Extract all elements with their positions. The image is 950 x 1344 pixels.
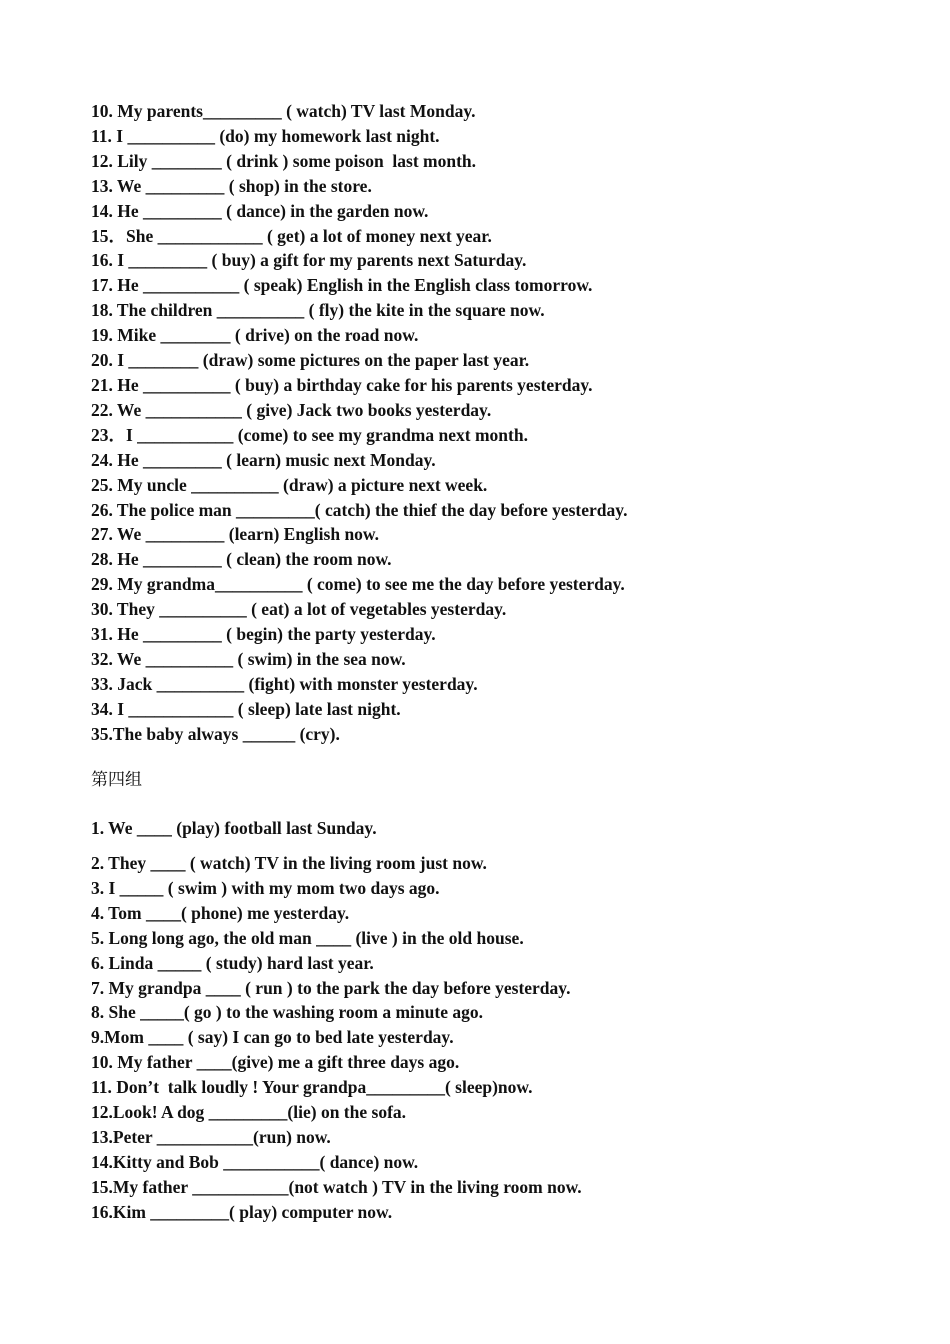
- exercise-item: 21. He __________ ( buy) a birthday cake for his parents yesterday.: [91, 374, 593, 395]
- exercise-item: 1. We ____ (play) football last Sunday.: [91, 818, 377, 838]
- exercise-item: 19. Mike ________ ( drive) on the road now.: [91, 325, 419, 346]
- exercise-item: 26. The police man _________( catch) the thief the day before yesterday.: [91, 499, 628, 520]
- exercise-item: 10. My parents_________ ( watch) TV last Monday.: [91, 101, 476, 121]
- exercise-item: 17. He ___________ ( speak) English in the English class tomorrow.: [91, 275, 593, 296]
- exercise-item: 29. My grandma__________ ( come) to see me the day before yesterday.: [91, 574, 625, 595]
- exercise-item: 14.Kitty and Bob ___________( dance) now.: [91, 1151, 419, 1172]
- exercise-item: 4. Tom ____( phone) me yesterday.: [91, 902, 350, 923]
- exercise-item: 33. Jack __________ (fight) with monster yesterday.: [91, 673, 478, 694]
- exercise-item: 10. My father ____(give) me a gift three days ago.: [91, 1052, 460, 1073]
- exercise-item: 35.The baby always ______ (cry).: [91, 723, 340, 744]
- exercise-item: 2. They ____ ( watch) TV in the living room just now.: [91, 853, 487, 873]
- exercise-item: 5. Long long ago, the old man ____ (live ) in the old house.: [91, 927, 524, 948]
- exercise-item: 27. We _________ (learn) English now.: [91, 524, 379, 545]
- exercise-item: 18. The children __________ ( fly) the kite in the square now.: [91, 300, 545, 321]
- exercise-item: 16. I _________ ( buy) a gift for my parents next Saturday.: [91, 250, 527, 271]
- exercise-item: 8. She _____( go ) to the washing room a minute ago.: [91, 1002, 483, 1023]
- exercise-item: 12.Look! A dog _________(lie) on the sofa.: [91, 1102, 407, 1123]
- exercise-list-group-four: [91, 851, 582, 1225]
- exercise-item: 11. Don’t talk loudly ! Your grandpa_________( sleep)now.: [91, 1077, 533, 1098]
- exercise-list-group-three: [91, 99, 627, 747]
- exercise-item: 12. Lily ________ ( drink ) some poison last month.: [91, 150, 477, 171]
- exercise-item: 24. He _________ ( learn) music next Monday.: [91, 449, 436, 470]
- exercise-item: 6. Linda _____ ( study) hard last year.: [91, 952, 374, 973]
- exercise-item: 34. I ____________ ( sleep) late last night.: [91, 698, 401, 719]
- exercise-item: 23．I ___________ (come) to see my grandma next month.: [91, 424, 528, 445]
- exercise-item: 32. We __________ ( swim) in the sea now.: [91, 648, 406, 669]
- exercise-item: 30. They __________ ( eat) a lot of vegetables yesterday.: [91, 599, 507, 620]
- exercise-item: 7. My grandpa ____ ( run ) to the park the day before yesterday.: [91, 977, 571, 998]
- exercise-item: 13. We _________ ( shop) in the store.: [91, 175, 372, 196]
- exercise-item: 31. He _________ ( begin) the party yesterday.: [91, 624, 436, 645]
- exercise-item: 15.My father ___________(not watch ) TV in the living room now.: [91, 1176, 582, 1197]
- exercise-item: 15．She ____________ ( get) a lot of money next year.: [91, 225, 492, 246]
- exercise-item: 3. I _____ ( swim ) with my mom two days ago.: [91, 877, 440, 898]
- exercise-item: 11. I __________ (do) my homework last night.: [91, 125, 440, 146]
- section-heading: 第四组: [91, 770, 142, 790]
- exercise-item: 25. My uncle __________ (draw) a picture next week.: [91, 474, 488, 495]
- exercise-item: 22. We ___________ ( give) Jack two books yesterday.: [91, 399, 492, 420]
- exercise-item: 20. I ________ (draw) some pictures on the paper last year.: [91, 350, 530, 371]
- exercise-item: 14. He _________ ( dance) in the garden now.: [91, 200, 429, 221]
- exercise-item: 13.Peter ___________(run) now.: [91, 1126, 331, 1147]
- exercise-list-group-four-first: [91, 816, 377, 841]
- exercise-item: 28. He _________ ( clean) the room now.: [91, 549, 392, 570]
- exercise-item: 9.Mom ____ ( say) I can go to bed late yesterday.: [91, 1027, 454, 1048]
- exercise-item: 16.Kim _________( play) computer now.: [91, 1201, 393, 1222]
